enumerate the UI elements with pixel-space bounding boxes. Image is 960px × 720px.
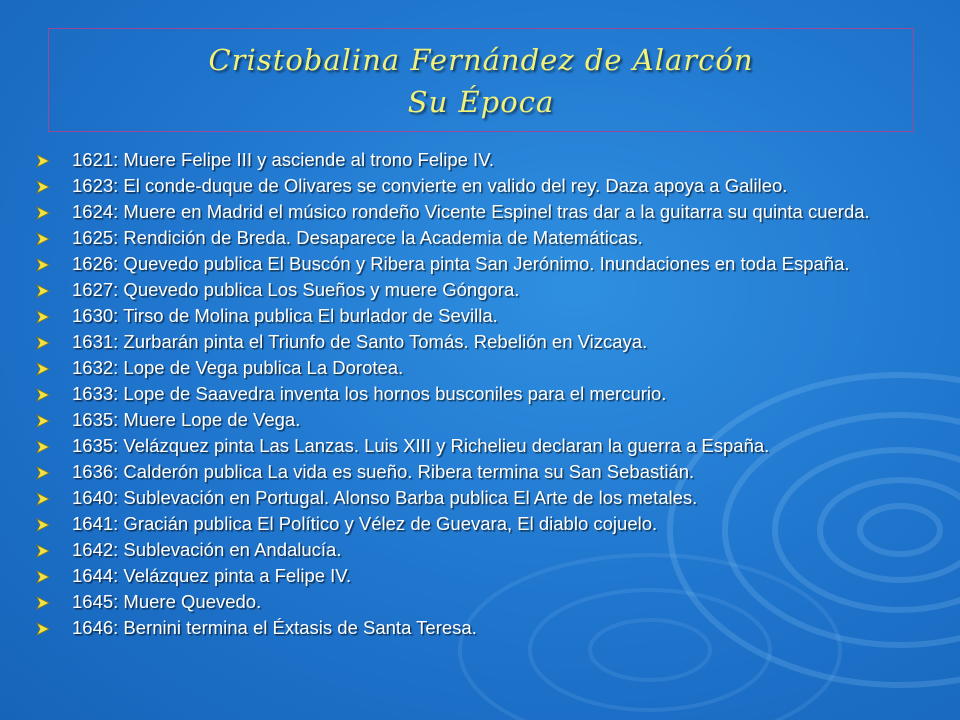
- arrow-bullet-icon: [36, 414, 50, 428]
- event-text: 1641: Gracián publica El Político y Vélez de Guevara, El diablo cojuelo.: [72, 513, 658, 534]
- list-item: [36, 566, 936, 586]
- list-item: [36, 410, 936, 430]
- arrow-bullet-icon: [36, 440, 50, 454]
- list-item: [36, 514, 936, 534]
- arrow-bullet-icon: [36, 206, 50, 220]
- event-text: 1646: Bernini termina el Éxtasis de Santa Teresa.: [72, 617, 477, 638]
- list-item: [36, 332, 936, 352]
- event-text: 1632: Lope de Vega publica La Dorotea.: [72, 357, 404, 378]
- event-text: 1635: Velázquez pinta Las Lanzas. Luis XIII y Richelieu declaran la guerra a España.: [72, 435, 770, 456]
- event-text: 1645: Muere Quevedo.: [72, 591, 262, 612]
- event-text: 1625: Rendición de Breda. Desaparece la Academia de Matemáticas.: [72, 227, 643, 248]
- list-item: [36, 254, 936, 274]
- slide-title: Cristobalina Fernández de Alarcón: [208, 43, 754, 77]
- arrow-bullet-icon: [36, 154, 50, 168]
- event-text: 1633: Lope de Saavedra inventa los hornos busconiles para el mercurio.: [72, 383, 667, 404]
- list-item: [36, 592, 936, 612]
- arrow-bullet-icon: [36, 492, 50, 506]
- arrow-bullet-icon: [36, 518, 50, 532]
- arrow-bullet-icon: [36, 362, 50, 376]
- arrow-bullet-icon: [36, 336, 50, 350]
- list-item: [36, 436, 936, 456]
- arrow-bullet-icon: [36, 466, 50, 480]
- event-text: 1624: Muere en Madrid el músico rondeño Vicente Espinel tras dar a la guitarra su quinta cuerda.: [72, 201, 870, 222]
- event-text: 1640: Sublevación en Portugal. Alonso Barba publica El Arte de los metales.: [72, 487, 698, 508]
- title-box: [48, 28, 914, 132]
- list-item: [36, 488, 936, 508]
- arrow-bullet-icon: [36, 544, 50, 558]
- arrow-bullet-icon: [36, 388, 50, 402]
- event-text: 1631: Zurbarán pinta el Triunfo de Santo Tomás. Rebelión en Vizcaya.: [72, 331, 648, 352]
- arrow-bullet-icon: [36, 622, 50, 636]
- event-text: 1627: Quevedo publica Los Sueños y muere Góngora.: [72, 279, 520, 300]
- list-item: [36, 358, 936, 378]
- arrow-bullet-icon: [36, 258, 50, 272]
- list-item: [36, 150, 936, 170]
- list-item: [36, 228, 936, 248]
- list-item: [36, 306, 936, 326]
- event-text: 1636: Calderón publica La vida es sueño. Ribera termina su San Sebastián.: [72, 461, 695, 482]
- list-item: [36, 618, 936, 638]
- list-item: [36, 280, 936, 300]
- list-item: [36, 540, 936, 560]
- event-text: 1644: Velázquez pinta a Felipe IV.: [72, 565, 352, 586]
- events-list: [36, 150, 936, 644]
- event-text: 1630: Tirso de Molina publica El burlador de Sevilla.: [72, 305, 498, 326]
- list-item: [36, 202, 936, 222]
- arrow-bullet-icon: [36, 570, 50, 584]
- list-item: [36, 462, 936, 482]
- arrow-bullet-icon: [36, 310, 50, 324]
- event-text: 1642: Sublevación en Andalucía.: [72, 539, 342, 560]
- list-item: [36, 176, 936, 196]
- arrow-bullet-icon: [36, 284, 50, 298]
- event-text: 1623: El conde-duque de Olivares se convierte en valido del rey. Daza apoya a Galileo.: [72, 175, 788, 196]
- arrow-bullet-icon: [36, 180, 50, 194]
- slide-subtitle: Su Época: [407, 85, 555, 119]
- list-item: [36, 384, 936, 404]
- event-text: 1626: Quevedo publica El Buscón y Ribera pinta San Jerónimo. Inundaciones en toda España.: [72, 253, 850, 274]
- arrow-bullet-icon: [36, 596, 50, 610]
- arrow-bullet-icon: [36, 232, 50, 246]
- event-text: 1621: Muere Felipe III y asciende al trono Felipe IV.: [72, 149, 494, 170]
- event-text: 1635: Muere Lope de Vega.: [72, 409, 301, 430]
